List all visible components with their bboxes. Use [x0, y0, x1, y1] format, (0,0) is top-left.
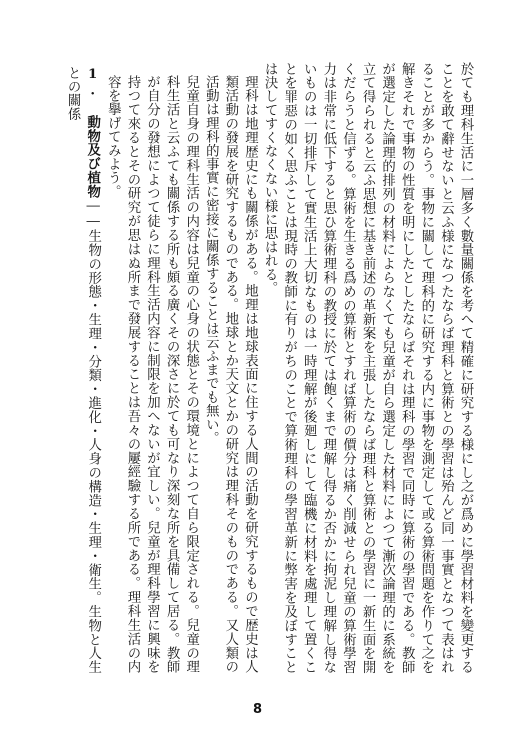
- section-title: 動物及び植物: [84, 115, 101, 199]
- page-number: 8: [252, 702, 263, 717]
- section-heading: [62, 66, 103, 674]
- paragraph-3: 兒童自身の理科生活の内容は兒童の心身の状態とその環境とによつて自ら限定される。兒童の理科生活と云ふても關係する所も頗る廣くその深さに於ても可なり深刻な所を具備して居る。教師が自分の發想によつて徒らに理科生活内容に制限を加へないが宜しい。兒童が理科學習に興味を持つて來るとその研究が思はぬ所まで發展することは吾々の屢經驗する所である。理科生活の内容を擧げてみよう。: [105, 75, 199, 674]
- section-description: ――生物の形態・生理・分類・進化・人身の構造・生理・衛生。生物と人生との關係: [65, 66, 101, 674]
- paragraph-1: 於ても理科生活に一層多く數量關係を考へて精確に研究する様にし之が爲めに學習材料を變更することを敢て辭せないと云ふ様になつたならば理科と算術との學習は殆んど同一事實となつて表はれることが多からう。事物に關して理科的に研究する内に事物を測定して或る算術問題を作りて之を解きそれで事物の性質を明にしたとしたならばそれは理科の學習で同時に算術の學習である。教師が選定した論理的排列の材料によらなくても兒童が自ら選定した材料によつて漸次論理的に系統を立て得られると云ふ思想に基き前述の革新案を主張したならば理科と算術との學習に一新生面を開くだらうと信ずる。算術を生きる爲めの算術とすれば算術の價分は痛く削減せられ兒童の算術學習力は非常に低下すると思ひ算術理科の教授に於ては飽くまで理解し得るか否かに拘泥し理解し得ないものは一切排斥して實生活上大切なものは一時理解が後廻しにして臨機に材料を處理して置くことを罪惡の如く思ふことは現時の教師に有りがちのことで算術理科の學習革新に弊害を及ぼすことは決してすくなくない様に思はれる。: [262, 62, 473, 674]
- paragraph-2: 理科は地理歴史にも關係がある。地理は地球表面に住する人間の活動を研究するもので歴史は人類活動の發展を研究するものである。地球とか天文とかの研究は理科そのものである。又人類の活動は理科的事實に密接に關係することは云ふまでも無い。: [203, 75, 258, 674]
- body-text: [35, 62, 475, 674]
- section-number: 1.: [84, 66, 101, 99]
